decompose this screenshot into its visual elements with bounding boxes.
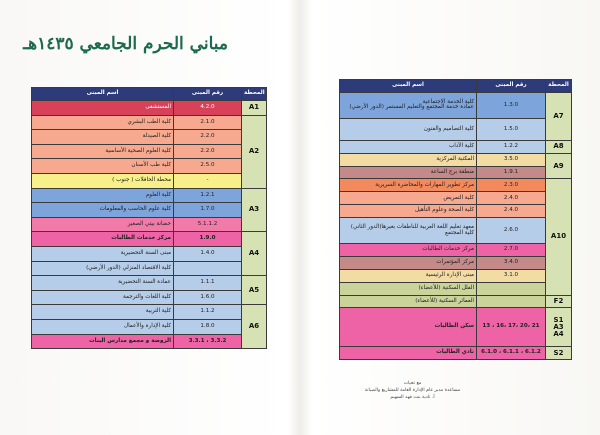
table-row bbox=[340, 282, 572, 295]
table-row bbox=[32, 276, 267, 291]
building-name-cell: الروضة و مجمع مدارس البنات bbox=[32, 334, 174, 349]
building-name-cell: كلية التمريض bbox=[340, 192, 477, 205]
table-row bbox=[340, 153, 572, 166]
building-code-cell: 2.2.0 bbox=[174, 130, 242, 145]
header-name: اسم المبنى bbox=[32, 88, 174, 101]
building-name-cell: مبنى السنة التحضيرية bbox=[32, 246, 174, 261]
building-code-cell: 1.6.0 bbox=[174, 290, 242, 305]
building-name-cell: كلية العلوم bbox=[32, 188, 174, 203]
table-row bbox=[32, 232, 267, 247]
building-code-cell: 1.1.1 bbox=[174, 276, 242, 291]
station-cell: S2 bbox=[546, 347, 572, 360]
station-cell: A9 bbox=[546, 153, 572, 179]
signature-note bbox=[340, 381, 485, 402]
table-row bbox=[32, 144, 267, 159]
station-cell: A7 bbox=[546, 93, 572, 141]
table-row bbox=[340, 192, 572, 205]
building-code-cell: 1.7.0 bbox=[174, 203, 242, 218]
station-cell: A5 bbox=[242, 276, 267, 305]
building-code-cell: 2.4.0 bbox=[477, 192, 546, 205]
table-row bbox=[340, 166, 572, 179]
building-code-cell bbox=[174, 261, 242, 276]
note-line: أ. نادية بنت فهد السهيم bbox=[390, 394, 435, 400]
station-cell: A3 bbox=[242, 188, 267, 232]
table-row bbox=[32, 101, 267, 116]
building-name-cell: عمادة السنة التحضيرية bbox=[32, 276, 174, 291]
table-row bbox=[340, 295, 572, 308]
station-cell: A4 bbox=[242, 232, 267, 276]
table-row bbox=[340, 347, 572, 360]
left-table-body bbox=[32, 101, 267, 349]
note-line: مع تحيات bbox=[403, 381, 422, 386]
building-code-cell: 2.7.0 bbox=[477, 243, 546, 256]
table-row bbox=[340, 118, 572, 140]
building-name-cell: كلية الإدارة والأعمال bbox=[32, 319, 174, 334]
building-name-cell: حضانة بيتي الصغير bbox=[32, 217, 174, 232]
building-code-cell: 1.5.0 bbox=[477, 118, 546, 140]
table-row bbox=[340, 93, 572, 119]
table-row bbox=[32, 290, 267, 305]
building-code-cell: 13 ، 16، 17، 20، 21 bbox=[477, 308, 546, 347]
building-code-cell: 2.6.0 bbox=[477, 218, 546, 244]
building-code-cell: 6.1.0 ، 6.1.1 ، 6.1.2 bbox=[477, 347, 546, 360]
table-row bbox=[32, 115, 267, 130]
table-row bbox=[340, 256, 572, 269]
building-name-cell: كلية الاقتصاد المنزلي (الدور الأرضي) bbox=[32, 261, 174, 276]
building-code-cell: 1.4.0 bbox=[174, 246, 242, 261]
building-code-cell: 3.1.0 bbox=[477, 269, 546, 282]
table-row bbox=[340, 269, 572, 282]
building-code-cell: 5.1.1.2 bbox=[174, 217, 242, 232]
building-code-cell bbox=[477, 282, 546, 295]
building-code-cell: 1.2.2 bbox=[477, 140, 546, 153]
building-name-cell: المكتبة المركزية bbox=[340, 153, 477, 166]
building-name-cell: مركز خدمات الطالبات bbox=[32, 232, 174, 247]
building-code-cell: 3.3.1 ، 3.3.2 bbox=[174, 334, 242, 349]
building-code-cell: 1.1.2 bbox=[174, 305, 242, 320]
station-cell: S1 A3 A4 bbox=[546, 308, 572, 347]
table-row bbox=[32, 261, 267, 276]
building-name-cell: معهد تعليم اللغة العربية للناطقات بغيرها(الدور الثاني) كلية المجتمع bbox=[340, 218, 477, 244]
table-header-row bbox=[340, 80, 572, 93]
table-row bbox=[32, 334, 267, 349]
table-row bbox=[340, 308, 572, 347]
header-zone: المحطة bbox=[242, 88, 267, 101]
table-row bbox=[340, 205, 572, 218]
building-name-cell: كلية طب الأسنان bbox=[32, 159, 174, 174]
building-code-cell: 2.4.0 bbox=[477, 205, 546, 218]
table-row bbox=[32, 188, 267, 203]
building-name-cell: مركز خدمات الطالبات bbox=[340, 243, 477, 256]
building-name-cell: كلية العلوم الصحية الأساسية bbox=[32, 144, 174, 159]
table-row bbox=[32, 173, 267, 188]
building-code-cell: 1.2.1 bbox=[174, 188, 242, 203]
table-row bbox=[32, 319, 267, 334]
table-row bbox=[340, 140, 572, 153]
building-name-cell: الفلل السكنية (للأعضاء) bbox=[340, 282, 477, 295]
building-name-cell: العمائر السكنية (للأعضاء) bbox=[340, 295, 477, 308]
building-code-cell: 2.5.0 bbox=[174, 159, 242, 174]
building-code-cell: 3.5.0 bbox=[477, 153, 546, 166]
building-name-cell: مبنى الإدارة الرئيسية bbox=[340, 269, 477, 282]
building-code-cell: 2.2.0 bbox=[174, 144, 242, 159]
building-name-cell: محطة الحافلات ( جنوب ) bbox=[32, 173, 174, 188]
building-name-cell: سكن الطالبات bbox=[340, 308, 477, 347]
building-name-cell: كلية الطب البشري bbox=[32, 115, 174, 130]
header-name: اسم المبنى bbox=[340, 80, 477, 93]
building-code-cell: 2.3.0 bbox=[477, 179, 546, 192]
building-code-cell bbox=[477, 295, 546, 308]
page-title: مباني الحرم الجامعي ١٤٣٥هـ bbox=[23, 34, 228, 54]
building-name-cell: منطقة برج الساعة bbox=[340, 166, 477, 179]
building-code-cell: 4.2.0 bbox=[174, 101, 242, 116]
header-code: رقم المبنى bbox=[477, 80, 546, 93]
building-code-cell: 3.4.0 bbox=[477, 256, 546, 269]
station-cell: A8 bbox=[546, 140, 572, 153]
building-name-cell: كلية التربية bbox=[32, 305, 174, 320]
building-name-cell: كلية الصيدلة bbox=[32, 130, 174, 145]
building-name-cell: كلية الصحة وعلوم التأهيل bbox=[340, 205, 477, 218]
building-code-cell: 1.3.0 bbox=[477, 93, 546, 119]
header-code: رقم المبنى bbox=[174, 88, 242, 101]
left-buildings-table bbox=[31, 87, 267, 349]
station-cell: A1 bbox=[242, 101, 267, 116]
building-name-cell: كلية الخدمة الاجتماعية عمادة خدمة المجتمع والتعليم المستمر (الدور الأرضي) bbox=[340, 93, 477, 119]
building-name-cell: المستشفى bbox=[32, 101, 174, 116]
building-name-cell: مركز المؤتمرات bbox=[340, 256, 477, 269]
table-row bbox=[32, 217, 267, 232]
building-name-cell: كلية علوم الحاسب والمعلومات bbox=[32, 203, 174, 218]
building-code-cell: 1.8.0 bbox=[174, 319, 242, 334]
right-buildings-table bbox=[339, 79, 572, 360]
table-row bbox=[32, 246, 267, 261]
table-row bbox=[340, 218, 572, 244]
building-code-cell: 1.9.1 bbox=[477, 166, 546, 179]
table-row bbox=[340, 243, 572, 256]
building-name-cell: نادي الطالبات bbox=[340, 347, 477, 360]
table-row bbox=[32, 159, 267, 174]
building-name-cell: كلية الآداب bbox=[340, 140, 477, 153]
table-row bbox=[32, 203, 267, 218]
station-cell: F2 bbox=[546, 295, 572, 308]
station-cell: A10 bbox=[546, 179, 572, 295]
building-code-cell: 1.9.0 bbox=[174, 232, 242, 247]
header-zone: المحطة bbox=[546, 80, 572, 93]
building-name-cell: كلية اللغات والترجمة bbox=[32, 290, 174, 305]
building-code-cell: 2.1.0 bbox=[174, 115, 242, 130]
right-table-body bbox=[340, 93, 572, 360]
table-header-row bbox=[32, 88, 267, 101]
building-name-cell: كلية التصاميم والفنون bbox=[340, 118, 477, 140]
station-cell: A2 bbox=[242, 115, 267, 188]
building-code-cell: - bbox=[174, 173, 242, 188]
building-name-cell: مركز تطوير المهارات والمحاضرة السريرية bbox=[340, 179, 477, 192]
table-row bbox=[32, 305, 267, 320]
note-line: مساعدة مدير عام الإدارة العامة للمشاريع والصيانة bbox=[364, 387, 461, 393]
table-row bbox=[340, 179, 572, 192]
station-cell: A6 bbox=[242, 305, 267, 349]
table-row bbox=[32, 130, 267, 145]
